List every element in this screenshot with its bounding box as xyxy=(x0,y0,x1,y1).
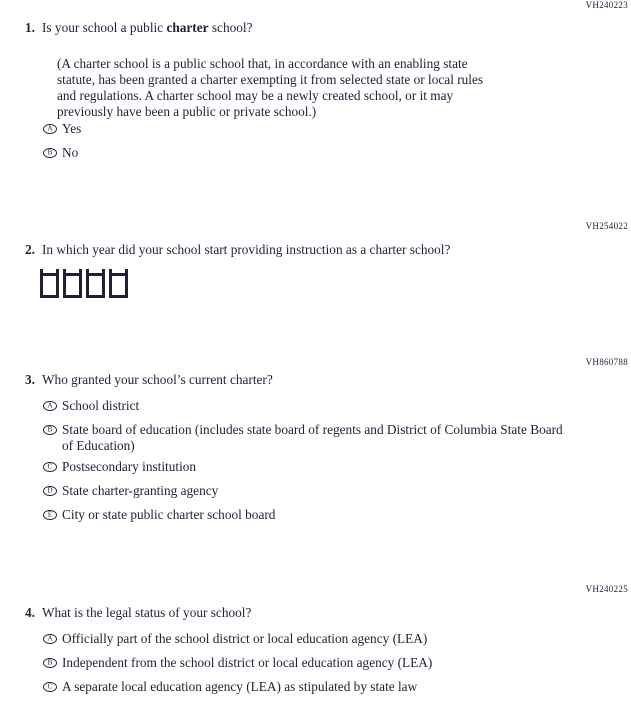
answer-bubble-letter: A xyxy=(47,634,53,642)
answer-bubble[interactable] xyxy=(43,425,57,435)
item-code-q1: VH240223 xyxy=(585,0,628,10)
q3-option-b xyxy=(43,422,563,454)
year-entry-boxes xyxy=(40,268,128,298)
answer-bubble[interactable] xyxy=(43,462,57,472)
q1-option-b xyxy=(43,145,78,161)
question-4-title xyxy=(25,605,251,621)
answer-option-label-line: of Education) xyxy=(62,438,135,453)
answer-bubble-letter: D xyxy=(47,486,53,494)
answer-bubble[interactable] xyxy=(43,682,57,692)
answer-bubble-letter: B xyxy=(47,658,53,666)
answer-bubble-letter: C xyxy=(47,682,53,690)
question-3-title xyxy=(25,372,273,388)
answer-option-label: A separate local education agency (LEA) as stipulated by state law xyxy=(62,679,418,694)
q4-option-b xyxy=(43,655,432,671)
question-2-text: In which year did your school start providing instruction as a charter school? xyxy=(42,242,451,257)
item-code-q2: VH254022 xyxy=(585,221,628,231)
answer-bubble[interactable] xyxy=(43,148,57,158)
question-note-line: statute, has been granted a charter exempting it from selected state or local rules xyxy=(57,72,484,87)
item-code-q4: VH240225 xyxy=(585,584,628,594)
answer-bubble-letter: A xyxy=(47,124,53,132)
question-1-text: Is your school a public charter school? xyxy=(42,20,253,35)
q4-option-a xyxy=(43,631,427,647)
answer-option-label: State charter-granting agency xyxy=(62,483,219,498)
item-code-q3: VH860788 xyxy=(585,357,628,367)
answer-bubble-letter: A xyxy=(47,401,53,409)
year-digit-box[interactable] xyxy=(40,273,59,298)
answer-bubble-letter: E xyxy=(47,510,53,518)
answer-bubble[interactable] xyxy=(43,401,57,411)
q3-option-e xyxy=(43,507,275,523)
year-digit-box[interactable] xyxy=(86,273,105,298)
answer-bubble-letter: B xyxy=(47,425,53,433)
answer-option-label-line: State board of education (includes state board of regents and District of Columbia State Board xyxy=(62,422,563,437)
question-note-line: previously have been a public or private school.) xyxy=(57,104,317,119)
answer-option-label: Yes xyxy=(62,121,82,136)
question-4-text: What is the legal status of your school? xyxy=(42,605,252,620)
q1-option-a xyxy=(43,121,81,137)
q3-option-c xyxy=(43,459,196,475)
answer-option-label: City or state public charter school board xyxy=(62,507,276,522)
answer-bubble[interactable] xyxy=(43,658,57,668)
question-note-line: and regulations. A charter school may be a newly created school, or it may xyxy=(57,88,454,103)
answer-bubble[interactable] xyxy=(43,486,57,496)
question-1-note xyxy=(57,56,483,120)
answer-bubble-letter: B xyxy=(47,148,53,156)
answer-bubble[interactable] xyxy=(43,634,57,644)
question-3-number: 3. xyxy=(25,372,35,387)
answer-option-label: Officially part of the school district or local education agency (LEA) xyxy=(62,631,428,646)
question-2-number: 2. xyxy=(25,242,35,257)
question-1-title xyxy=(25,20,253,36)
question-note-line: (A charter school is a public school that, in accordance with an enabling state xyxy=(57,56,468,71)
answer-option-label xyxy=(62,422,563,454)
question-1-number: 1. xyxy=(25,20,35,35)
q3-option-a xyxy=(43,398,139,414)
q3-option-d xyxy=(43,483,218,499)
year-digit-box[interactable] xyxy=(109,273,128,298)
answer-option-label: School district xyxy=(62,398,140,413)
q4-option-c xyxy=(43,679,417,695)
answer-bubble[interactable] xyxy=(43,510,57,520)
question-2-title xyxy=(25,242,450,258)
answer-bubble-letter: C xyxy=(47,462,53,470)
answer-option-label: Independent from the school district or local education agency (LEA) xyxy=(62,655,433,670)
answer-option-label: No xyxy=(62,145,79,160)
year-digit-box[interactable] xyxy=(63,273,82,298)
answer-option-label: Postsecondary institution xyxy=(62,459,197,474)
question-3-text: Who granted your school’s current charter? xyxy=(42,372,273,387)
question-4-number: 4. xyxy=(25,605,35,620)
answer-bubble[interactable] xyxy=(43,124,57,134)
